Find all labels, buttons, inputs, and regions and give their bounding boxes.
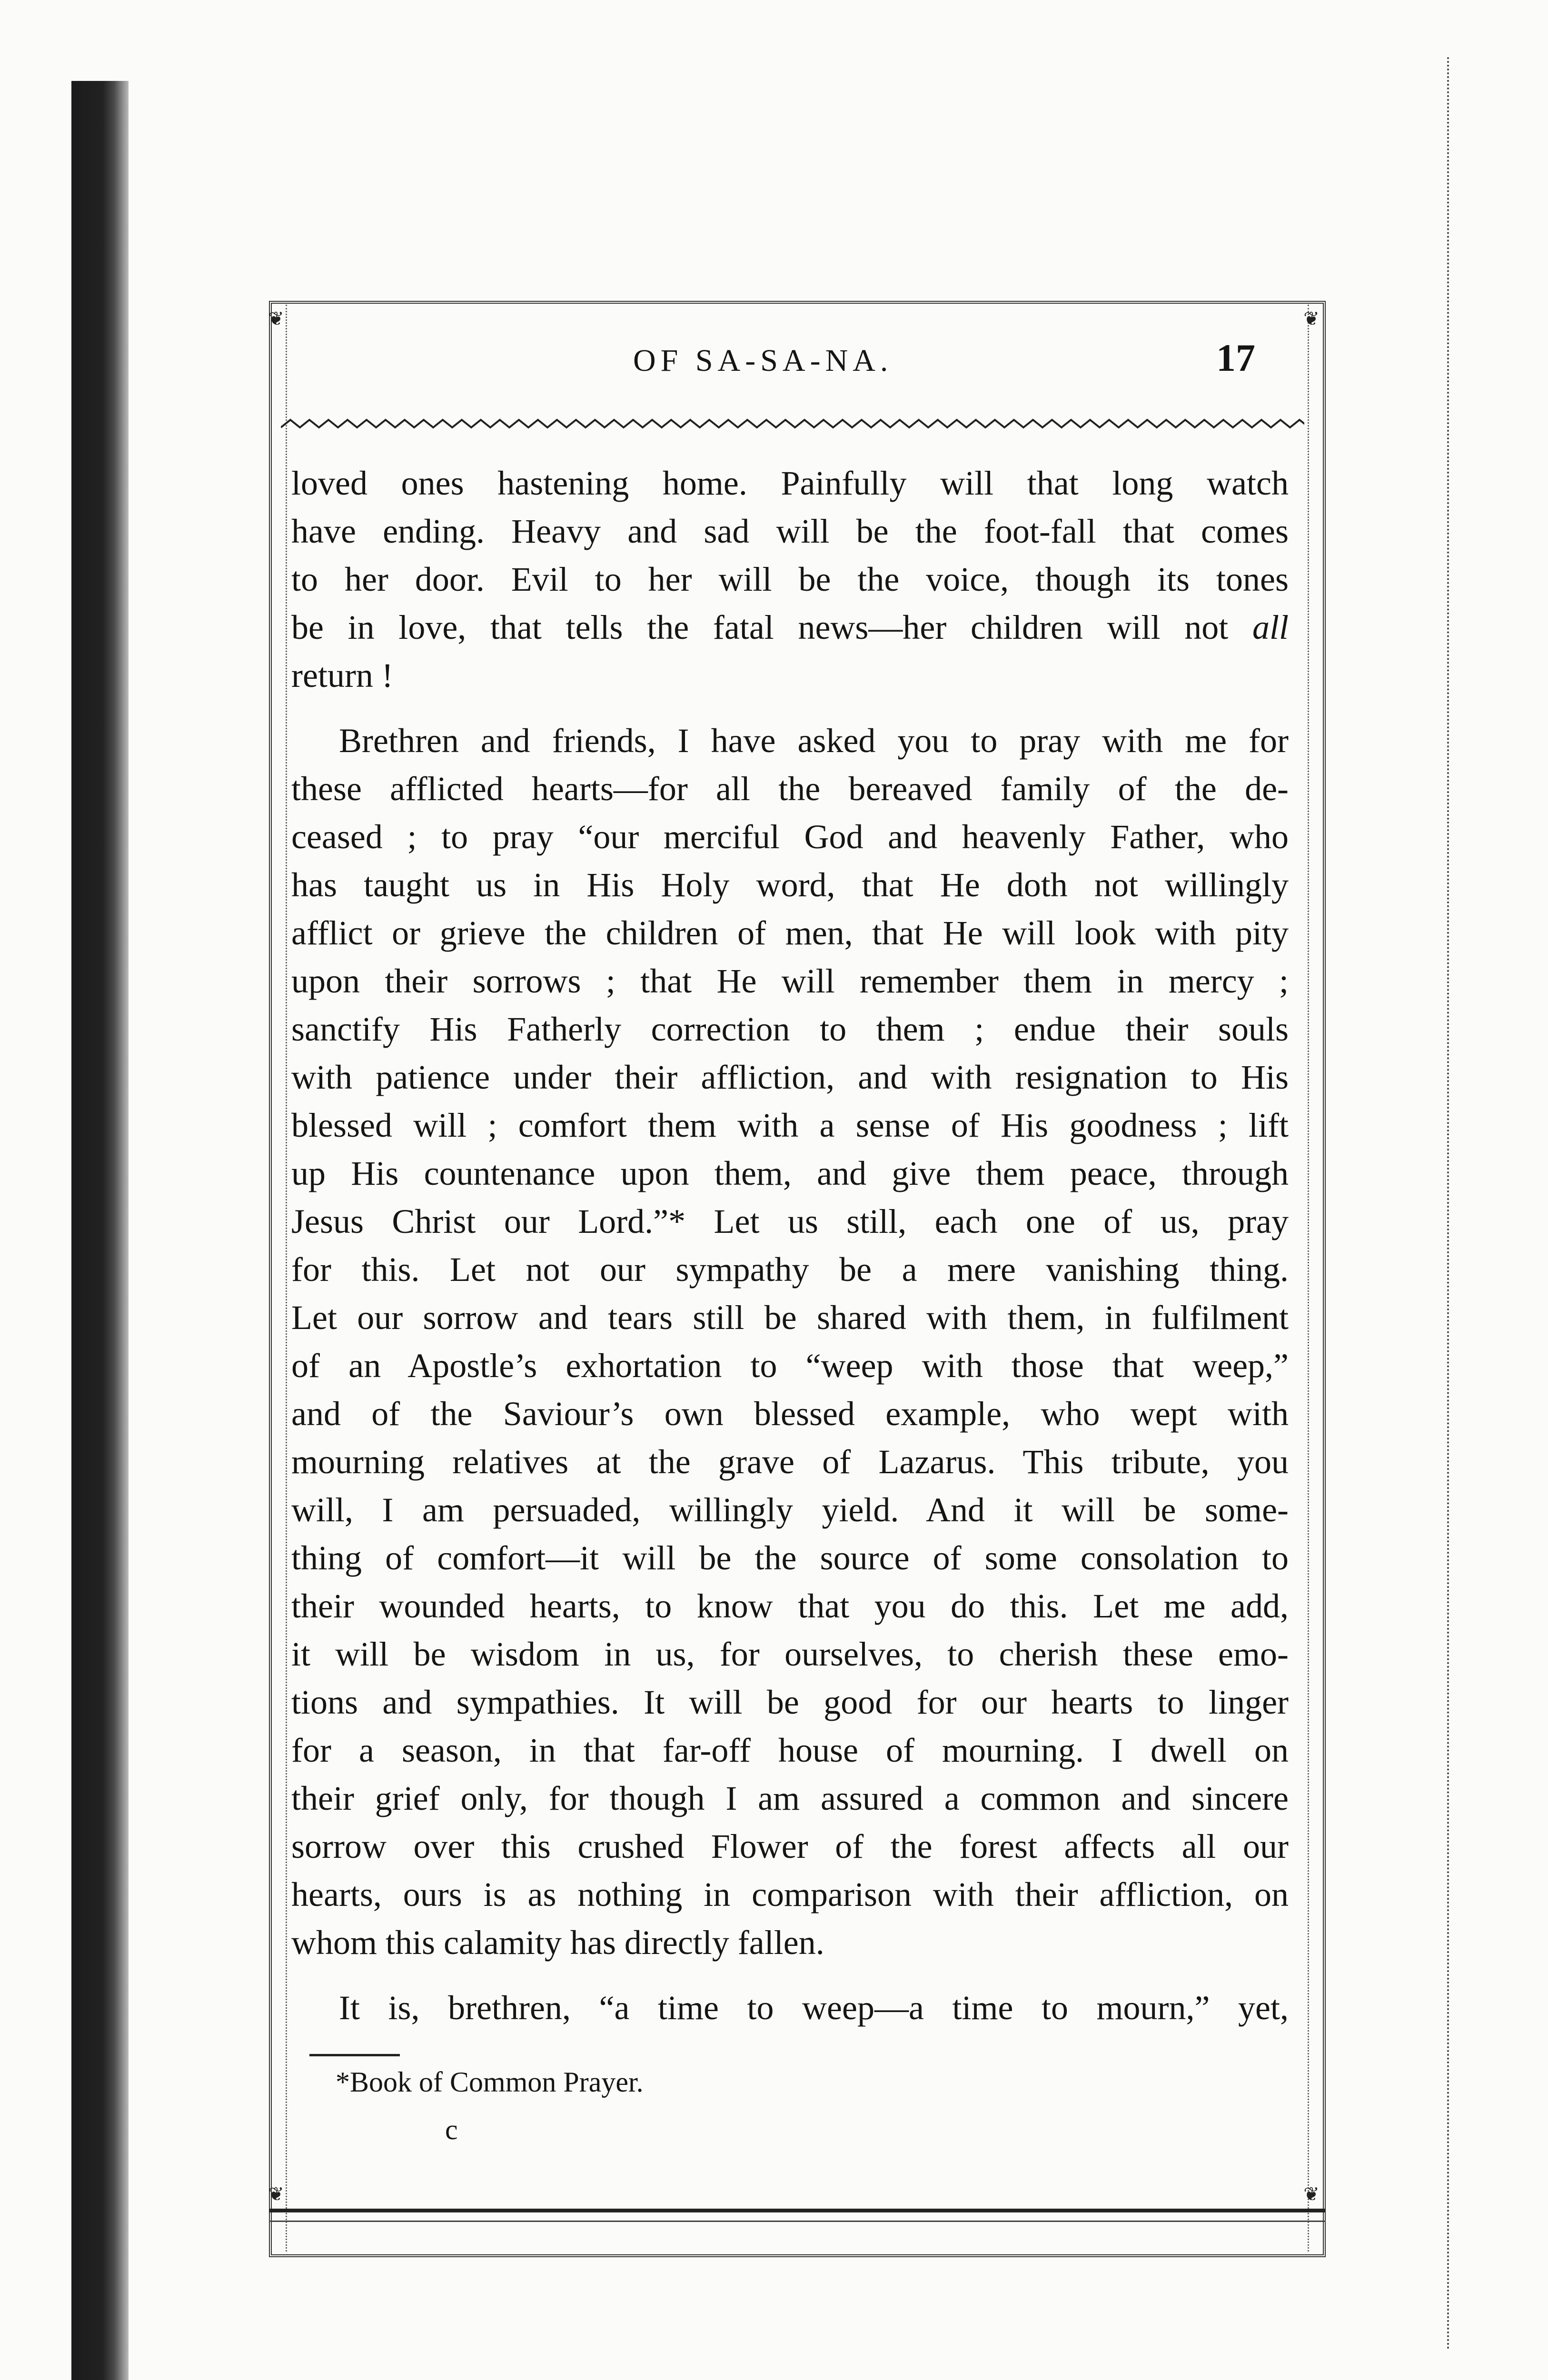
paragraph-gap	[291, 700, 1289, 717]
text-line: be in love, that tells the fatal news—her children will not all	[291, 608, 1289, 646]
running-head: OF SA-SA-NA.	[633, 343, 893, 378]
page-number: 17	[1216, 336, 1255, 379]
text-line: loved ones hastening home. Painfully will that long watch	[291, 464, 1289, 502]
corner-ornament-icon: ❦	[1303, 2183, 1320, 2205]
page-edge	[1447, 57, 1454, 2351]
text-line: their wounded hearts, to know that you do this. Let me add,	[291, 1587, 1289, 1625]
text-line: these afflicted hearts—for all the bereaved family of the de-	[291, 770, 1289, 808]
text-line: ceased ; to pray “our merciful God and heavenly Father, who	[291, 818, 1289, 856]
signature-mark: c	[445, 2114, 458, 2145]
text-line: with patience under their affliction, and with resignation to His	[291, 1058, 1289, 1096]
bottom-rule	[269, 2209, 1326, 2212]
footnote-rule	[309, 2054, 400, 2056]
footnote: *Book of Common Prayer.	[336, 2066, 644, 2098]
text-line: return !	[291, 656, 393, 694]
text-line: for this. Let not our sympathy be a mere vanishing thing.	[291, 1250, 1289, 1289]
body-text	[291, 459, 1289, 2032]
text-line: hearts, ours is as nothing in comparison with their affliction, on	[291, 1875, 1289, 1914]
corner-ornament-icon: ❦	[268, 2183, 284, 2205]
text-line: of an Apostle’s exhortation to “weep with those that weep,”	[291, 1347, 1289, 1385]
text-line: thing of comfort—it will be the source of some consolation to	[291, 1539, 1289, 1577]
paragraph	[291, 717, 1289, 1967]
text-line: for a season, in that far-off house of mourning. I dwell on	[291, 1731, 1289, 1769]
text-line: to her door. Evil to her will be the voice, though its tones	[291, 560, 1289, 598]
text-line: mourning relatives at the grave of Lazarus. This tribute, you	[291, 1443, 1289, 1481]
text-line: their grief only, for though I am assured a common and sincere	[291, 1779, 1289, 1817]
text-line: Brethren and friends, I have asked you to pray with me for	[339, 722, 1289, 760]
wavy-rule	[281, 414, 1304, 433]
corner-ornament-icon: ❦	[268, 308, 284, 329]
text-line: up His countenance upon them, and give them peace, through	[291, 1154, 1289, 1192]
text-line: upon their sorrows ; that He will remember them in mercy ;	[291, 962, 1289, 1000]
paragraph	[291, 1984, 1289, 2032]
text-line: Let our sorrow and tears still be shared with them, in fulfilment	[291, 1299, 1289, 1337]
text-line: sorrow over this crushed Flower of the forest affects all our	[291, 1827, 1289, 1865]
text-line: afflict or grieve the children of men, that He will look with pity	[291, 914, 1289, 952]
text-line: It is, brethren, “a time to weep—a time to mourn,” yet,	[339, 1989, 1289, 2027]
text-line: has taught us in His Holy word, that He doth not willingly	[291, 866, 1289, 904]
corner-ornament-icon: ❦	[1303, 308, 1320, 329]
binding-shadow	[71, 81, 129, 2380]
text-line: and of the Saviour’s own blessed example, who wept with	[291, 1395, 1289, 1433]
paragraph	[291, 459, 1289, 700]
text-line: have ending. Heavy and sad will be the foot-fall that comes	[291, 512, 1289, 550]
text-line: tions and sympathies. It will be good for our hearts to linger	[291, 1683, 1289, 1721]
text-line: Jesus Christ our Lord.”* Let us still, each one of us, pray	[291, 1202, 1289, 1240]
text-line: will, I am persuaded, willingly yield. And it will be some-	[291, 1491, 1289, 1529]
paragraph-gap	[291, 1967, 1289, 1984]
text-line: it will be wisdom in us, for ourselves, to cherish these emo-	[291, 1635, 1289, 1673]
text-line: blessed will ; comfort them with a sense of His goodness ; lift	[291, 1106, 1289, 1144]
text-line: sanctify His Fatherly correction to them ; endue their souls	[291, 1010, 1289, 1048]
bottom-rule-thin	[269, 2221, 1326, 2222]
text-line: whom this calamity has directly fallen.	[291, 1924, 824, 1962]
